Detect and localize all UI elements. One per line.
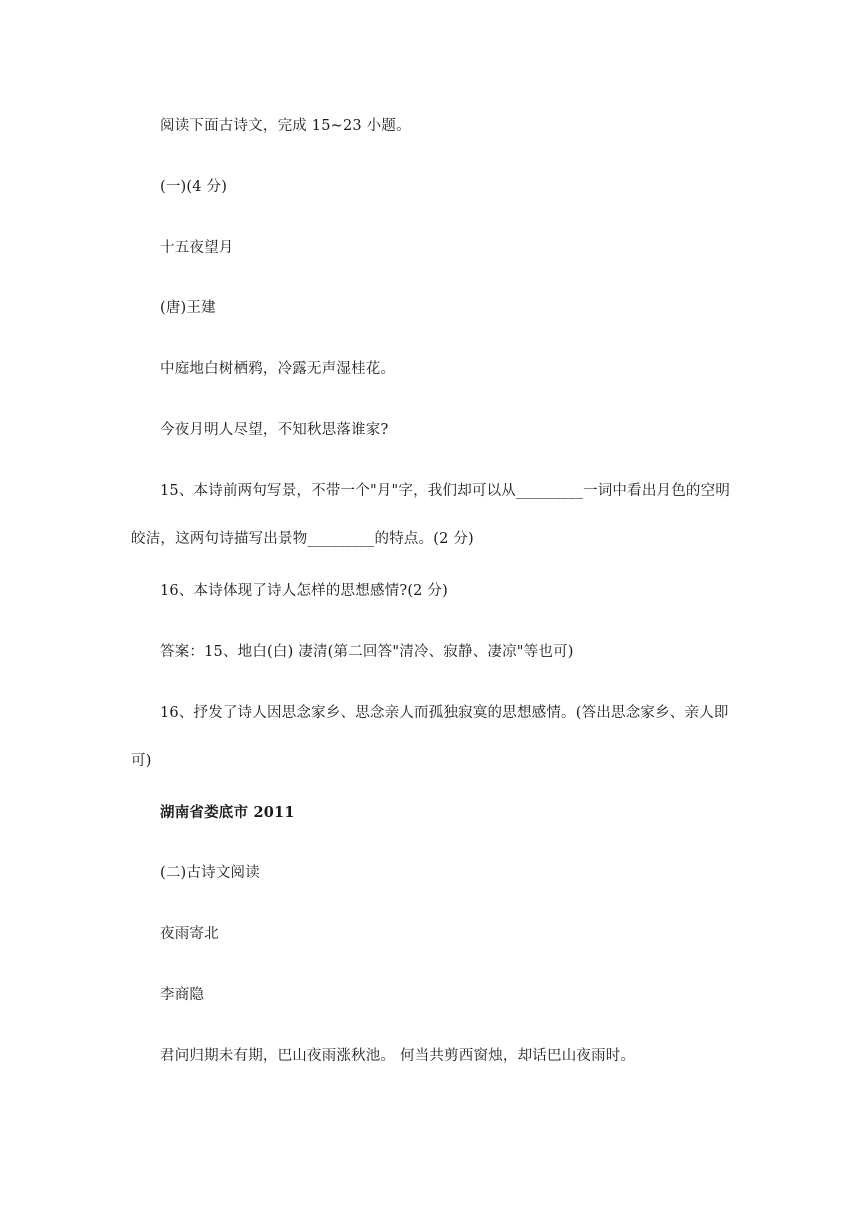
poem-two-text: 君问归期未有期，巴山夜雨涨秋池。 何当共剪西窗烛，却话巴山夜雨时。 bbox=[160, 1048, 636, 1064]
reading-instruction: 阅读下面古诗文，完成 15~23 小题。 bbox=[160, 118, 411, 134]
question-16: 16、本诗体现了诗人怎样的思想感情?(2 分) bbox=[160, 583, 448, 599]
poem-one-line-one: 中庭地白树栖鸦，冷露无声湿桂花。 bbox=[160, 361, 396, 377]
question-15: 15、本诗前两句写景，不带一个"月"字，我们却可以从_________一词中看出月色的空明皎洁，这两句诗描写出景物_________的特点。(2 分) bbox=[131, 483, 731, 547]
poem-one-line-two: 今夜月明人尽望，不知秋思落谁家? bbox=[160, 422, 389, 438]
poem-one-title: 十五夜望月 bbox=[160, 240, 234, 256]
section-two-header: (二)古诗文阅读 bbox=[160, 865, 260, 881]
poem-two-title: 夜雨寄北 bbox=[160, 926, 219, 942]
poem-one-author: (唐)王建 bbox=[160, 300, 216, 316]
answer-15: 答案：15、地白(白) 凄清(第二回答"清冷、寂静、凄凉"等也可) bbox=[160, 644, 574, 660]
answer-16: 16、抒发了诗人因思念家乡、思念亲人而孤独寂寞的思想感情。(答出思念家乡、亲人即可) bbox=[131, 705, 729, 769]
section-one-header: (一)(4 分) bbox=[160, 179, 228, 195]
region-header: 湖南省娄底市 2011 bbox=[160, 804, 295, 821]
poem-two-author: 李商隐 bbox=[160, 987, 205, 1003]
